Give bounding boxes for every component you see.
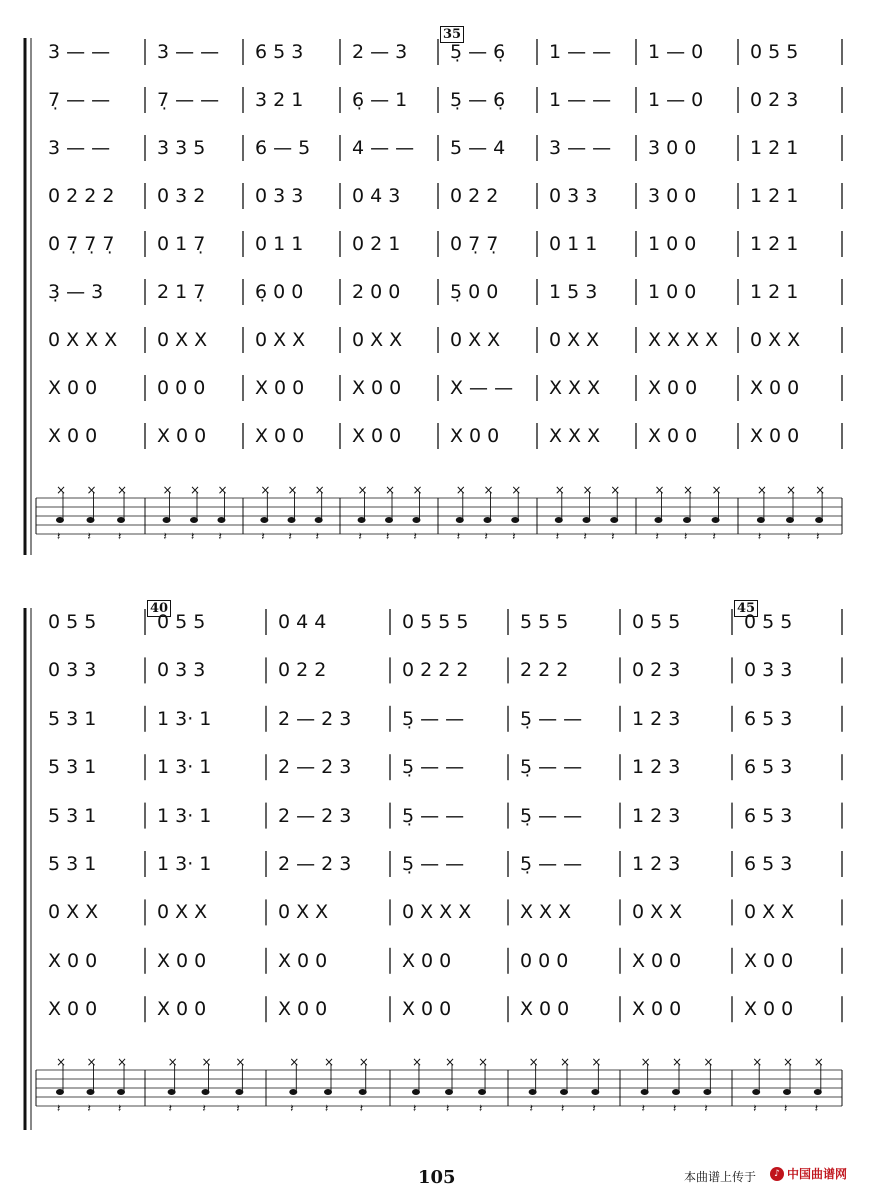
drum-notehead — [168, 1089, 176, 1095]
measure-notes: 0 7̣ 7̣ 7̣ — [48, 233, 115, 255]
rest-symbol: 𝄽 — [712, 530, 716, 543]
measure-notes: 3 0 0 — [648, 137, 697, 159]
measure-notes: 6 5 3 — [744, 804, 793, 827]
measure-notes: 4 — — — [352, 137, 415, 159]
measure-notes: X 0 0 — [750, 425, 800, 447]
measure-notes: 0 X X — [549, 329, 600, 351]
measure-notes: 5̣ 0 0 — [450, 281, 499, 303]
rest-symbol: 𝄽 — [592, 1102, 596, 1115]
rest-symbol: 𝄽 — [218, 530, 222, 543]
measure-notes: 0 2 2 2 — [402, 659, 469, 682]
measure-notes: 3 — — — [549, 137, 612, 159]
measure-notes: X 0 0 — [48, 377, 98, 399]
measure-notes: X 0 0 — [157, 425, 207, 447]
measure-notes: X 0 0 — [157, 949, 207, 972]
cymbal-x-notehead: × — [190, 483, 201, 497]
measure-notes: 5 3 1 — [48, 707, 97, 730]
part-row — [0, 85, 874, 115]
measure-notes: X 0 0 — [255, 425, 305, 447]
cymbal-x-notehead: × — [55, 483, 67, 497]
part-row — [0, 752, 874, 782]
measure-notes: 5 3 1 — [48, 853, 97, 875]
measure-notes: 3 3 5 — [157, 137, 206, 159]
rest-symbol: 𝄽 — [583, 530, 587, 543]
rest-symbol: 𝄽 — [87, 530, 91, 543]
measure-notes: 0 0 0 — [157, 377, 206, 399]
drum-notehead — [456, 517, 464, 523]
rest-symbol: 𝄽 — [358, 530, 362, 543]
cymbal-x-notehead: × — [162, 483, 173, 497]
measure-notes: 6 — 5 — [255, 137, 311, 159]
drum-notehead — [814, 1089, 822, 1095]
measure-notes: X 0 0 — [632, 949, 682, 972]
drum-notehead — [235, 1089, 243, 1095]
part-row — [0, 133, 874, 163]
measure-notes: 1 2 1 — [750, 137, 799, 159]
rest-symbol: 𝄽 — [816, 530, 820, 543]
measure-notes: 3 — — — [48, 41, 111, 63]
measure-notes: 6 5 3 — [744, 756, 793, 779]
measure-notes: 5̣ — — — [402, 756, 465, 779]
measure-notes: 2 — 2 3 — [278, 853, 352, 875]
measure-notes: 0 2 3 — [750, 89, 799, 111]
part-row — [0, 37, 874, 67]
rest-symbol: 𝄽 — [325, 1102, 329, 1115]
measure-notes: 1 2 3 — [632, 853, 681, 875]
measure-notes: 6̣ — 1 — [352, 89, 408, 111]
rest-symbol: 𝄽 — [118, 1102, 122, 1115]
measure-notes: 5̣ — — — [520, 707, 583, 730]
site-logo — [770, 1165, 847, 1182]
rest-symbol: 𝄽 — [814, 1102, 819, 1115]
measure-notes: 6 5 3 — [744, 707, 793, 730]
measure-notes: 3 — — — [48, 137, 111, 159]
rest-symbol: 𝄽 — [315, 530, 320, 543]
drum-notehead — [324, 1089, 332, 1095]
rest-symbol: 𝄽 — [413, 530, 417, 543]
measure-notes: 7̣ — — — [157, 89, 220, 111]
cymbal-x-notehead: × — [478, 1055, 489, 1069]
measure-notes: 5̣ — 6̣ — [450, 41, 506, 63]
measure-notes: 6 5 3 — [255, 41, 304, 63]
measure-notes: 0 X X X — [402, 901, 472, 924]
drum-notehead — [87, 517, 95, 523]
cymbal-x-notehead: × — [324, 1055, 335, 1069]
part-row — [0, 897, 874, 927]
measure-notes: X 0 0 — [750, 377, 800, 399]
measure-notes: 0 5 5 — [157, 611, 206, 633]
site-logo-text: 中国曲谱网 — [787, 1167, 848, 1181]
cymbal-x-notehead: × — [703, 1055, 714, 1069]
measure-notes: 2 0 0 — [352, 281, 401, 303]
measure-notes: 0 X X — [48, 901, 99, 924]
rest-symbol: 𝄽 — [118, 530, 122, 543]
rest-symbol: 𝄽 — [787, 530, 791, 543]
measure-notes: 0 5 5 — [750, 41, 799, 63]
drum-notehead — [683, 517, 691, 523]
cymbal-x-notehead: × — [117, 1055, 128, 1069]
measure-notes: 5̣ — — — [520, 756, 583, 779]
rest-symbol: 𝄽 — [290, 1102, 294, 1115]
measure-notes: 0 2 3 — [632, 659, 681, 682]
drum-notehead — [703, 1089, 711, 1095]
drum-notehead — [712, 517, 720, 523]
measure-notes: 0 5 5 — [48, 611, 97, 633]
cymbal-x-notehead: × — [358, 1055, 369, 1069]
measure-notes: X X X X — [648, 329, 719, 351]
measure-notes: 1 3· 1 — [157, 804, 212, 827]
measure-notes: 0 X X — [157, 901, 208, 924]
cymbal-x-notehead: × — [260, 483, 271, 497]
cymbal-x-notehead: × — [582, 483, 593, 497]
rest-symbol: 𝄽 — [512, 530, 516, 543]
measure-notes: 0 5 5 — [744, 611, 793, 633]
drum-notehead — [815, 517, 823, 523]
measure-notes: 1 3· 1 — [157, 853, 212, 875]
measure-notes: X 0 0 — [278, 949, 328, 972]
measure-notes: X 0 0 — [648, 377, 698, 399]
cymbal-x-notehead: × — [86, 1055, 97, 1069]
measure-notes: X 0 0 — [278, 998, 328, 1021]
drum-notehead — [87, 1089, 95, 1095]
drum-notehead — [752, 1089, 760, 1095]
measure-notes: 0 2 2 — [450, 185, 499, 207]
rest-symbol: 𝄽 — [704, 1102, 708, 1115]
drum-notehead — [202, 1089, 210, 1095]
measure-notes: 1 2 3 — [632, 707, 681, 730]
logo-icon: ♪ — [770, 1167, 784, 1181]
measure-notes: 5̣ — — — [402, 853, 465, 875]
part-row — [0, 946, 874, 976]
measure-notes: 0 2 2 — [278, 659, 327, 682]
rest-symbol: 𝄽 — [168, 1102, 172, 1115]
measure-notes: 0 X X — [278, 901, 329, 924]
measure-notes: 0 7̣ 7̣ — [450, 233, 499, 255]
drum-notehead — [412, 517, 420, 523]
rest-symbol: 𝄽 — [561, 1102, 565, 1115]
cymbal-x-notehead: × — [554, 483, 565, 497]
rest-symbol: 𝄽 — [288, 530, 292, 543]
cymbal-x-notehead: × — [55, 1055, 67, 1069]
page-number: 105 — [418, 1167, 456, 1188]
measure-notes: 5̣ — — — [520, 853, 583, 875]
cymbal-x-notehead: × — [167, 1055, 178, 1069]
cymbal-x-notehead: × — [411, 1055, 423, 1069]
measure-notes: X 0 0 — [648, 425, 698, 447]
measure-notes: 0 3 3 — [744, 659, 793, 682]
measure-notes: 0 3 3 — [255, 185, 304, 207]
cymbal-x-notehead: × — [287, 483, 298, 497]
measure-notes: 7̣ — — — [48, 89, 111, 111]
cymbal-x-notehead: × — [314, 483, 325, 497]
measure-notes: 0 X X — [744, 901, 795, 924]
measure-notes: X 0 0 — [48, 425, 98, 447]
part-row — [0, 277, 874, 307]
measure-notes: 2 2 2 — [520, 659, 569, 682]
cymbal-x-notehead: × — [672, 1055, 683, 1069]
measure-notes: X X X — [549, 377, 601, 399]
drum-notehead — [289, 1089, 297, 1095]
upload-credit: 本曲谱上传于 — [684, 1170, 757, 1184]
cymbal-x-notehead: × — [117, 483, 128, 497]
measure-notes: 3 — — — [157, 41, 220, 63]
cymbal-x-notehead: × — [560, 1055, 571, 1069]
cymbal-x-notehead: × — [752, 1055, 763, 1069]
drum-notehead — [511, 517, 519, 523]
rest-symbol: 𝄽 — [784, 1102, 788, 1115]
measure-notes: 0 4 4 — [278, 611, 327, 633]
measure-notes: X 0 0 — [520, 998, 570, 1021]
measure-notes: 1 0 0 — [648, 233, 697, 255]
measure-notes: 5̣ — — — [520, 804, 583, 827]
drum-notehead — [163, 517, 171, 523]
drum-notehead — [529, 1089, 537, 1095]
rest-symbol: 𝄽 — [412, 1102, 417, 1115]
drum-notehead — [654, 517, 662, 523]
drum-notehead — [117, 1089, 125, 1095]
rest-symbol: 𝄽 — [87, 1102, 91, 1115]
measure-notes: 1 — 0 — [648, 41, 704, 63]
cymbal-x-notehead: × — [756, 483, 767, 497]
drum-notehead — [412, 1089, 420, 1095]
cymbal-x-notehead: × — [683, 483, 694, 497]
measure-notes: 6 5 3 — [744, 853, 793, 875]
cymbal-x-notehead: × — [591, 1055, 602, 1069]
cymbal-x-notehead: × — [786, 483, 797, 497]
cymbal-x-notehead: × — [445, 1055, 456, 1069]
measure-notes: 5̣ — — — [402, 804, 465, 827]
rest-symbol: 𝄽 — [753, 1102, 757, 1115]
drum-notehead — [757, 517, 765, 523]
rest-symbol: 𝄽 — [56, 530, 61, 543]
rest-symbol: 𝄽 — [484, 530, 488, 543]
measure-notes: 0 2 2 2 — [48, 185, 115, 207]
measure-notes: 3 2 1 — [255, 89, 304, 111]
drum-notehead — [260, 517, 268, 523]
drum-notehead — [583, 517, 591, 523]
cymbal-x-notehead: × — [483, 483, 494, 497]
measure-notes: 5̣ — — — [402, 707, 465, 730]
measure-notes: 0 3 3 — [157, 659, 206, 682]
drum-notehead — [358, 517, 366, 523]
drum-notehead — [555, 517, 563, 523]
part-row — [0, 655, 874, 685]
measure-notes: X — — — [450, 377, 514, 399]
measure-notes: X 0 0 — [450, 425, 500, 447]
measure-notes: X X X — [549, 425, 601, 447]
cymbal-x-notehead: × — [815, 483, 826, 497]
drum-notehead — [672, 1089, 680, 1095]
measure-notes: 1 0 0 — [648, 281, 697, 303]
rest-symbol: 𝄽 — [684, 530, 688, 543]
part-row — [0, 421, 874, 451]
measure-notes: 1 2 1 — [750, 233, 799, 255]
drum-notehead — [117, 517, 125, 523]
cymbal-x-notehead: × — [610, 483, 621, 497]
drum-notehead — [610, 517, 618, 523]
drum-notehead — [359, 1089, 367, 1095]
measure-notes: 1 3· 1 — [157, 756, 212, 779]
measure-notes: 0 1 7̣ — [157, 233, 206, 255]
drum-notehead — [217, 517, 225, 523]
drum-notehead — [484, 517, 492, 523]
measure-notes: 0 0 0 — [520, 949, 569, 972]
measure-notes: 1 2 3 — [632, 804, 681, 827]
cymbal-x-notehead: × — [235, 1055, 246, 1069]
measure-notes: 1 5 3 — [549, 281, 598, 303]
rest-symbol: 𝄽 — [673, 1102, 677, 1115]
measure-notes: X 0 0 — [744, 949, 794, 972]
rest-symbol: 𝄽 — [191, 530, 195, 543]
part-row — [0, 181, 874, 211]
rehearsal-mark: 40 — [147, 600, 171, 617]
rest-symbol: 𝄽 — [655, 530, 659, 543]
measure-notes: 1 — — — [549, 41, 612, 63]
drum-notehead — [190, 517, 198, 523]
measure-notes: 2 1 7̣ — [157, 281, 206, 303]
measure-notes: 5 5 5 — [520, 611, 569, 633]
measure-notes: 3 0 0 — [648, 185, 697, 207]
measure-notes: X 0 0 — [157, 998, 207, 1021]
cymbal-x-notehead: × — [654, 483, 665, 497]
cymbal-x-notehead: × — [357, 483, 368, 497]
cymbal-x-notehead: × — [711, 483, 722, 497]
drum-notehead — [288, 517, 296, 523]
rest-symbol: 𝄽 — [757, 530, 762, 543]
part-row — [0, 325, 874, 355]
drum-notehead — [56, 517, 64, 523]
measure-notes: 0 X X — [632, 901, 683, 924]
part-row — [0, 849, 874, 879]
cymbal-x-notehead: × — [783, 1055, 794, 1069]
measure-notes: 0 X X — [750, 329, 801, 351]
rest-symbol: 𝄽 — [261, 530, 265, 543]
measure-notes: 2 — 2 3 — [278, 804, 352, 827]
measure-notes: 0 1 1 — [255, 233, 304, 255]
rest-symbol: 𝄽 — [479, 1102, 483, 1115]
measure-notes: 1 3· 1 — [157, 707, 212, 730]
measure-notes: 0 X X — [450, 329, 501, 351]
rehearsal-mark: 35 — [440, 26, 464, 43]
measure-notes: 0 X X — [352, 329, 403, 351]
part-row — [0, 229, 874, 259]
measure-notes: X 0 0 — [48, 998, 98, 1021]
drum-notehead — [478, 1089, 486, 1095]
rest-symbol: 𝄽 — [202, 1102, 206, 1115]
cymbal-x-notehead: × — [201, 1055, 212, 1069]
measure-notes: 1 — — — [549, 89, 612, 111]
measure-notes: 3̣ — 3 — [48, 281, 104, 303]
rest-symbol: 𝄽 — [529, 1102, 534, 1115]
cymbal-x-notehead: × — [640, 1055, 651, 1069]
measure-notes: X 0 0 — [402, 998, 452, 1021]
measure-notes: 0 3 2 — [157, 185, 206, 207]
measure-notes: X 0 0 — [352, 377, 402, 399]
measure-notes: X X X — [520, 901, 572, 924]
measure-notes: 1 2 3 — [632, 756, 681, 779]
measure-notes: X 0 0 — [632, 998, 682, 1021]
cymbal-x-notehead: × — [455, 483, 466, 497]
measure-notes: 2 — 2 3 — [278, 756, 352, 779]
measure-notes: 2 — 2 3 — [278, 707, 352, 730]
rest-symbol: 𝄽 — [641, 1102, 646, 1115]
measure-notes: X 0 0 — [744, 998, 794, 1021]
rest-symbol: 𝄽 — [555, 530, 560, 543]
drum-notehead — [560, 1089, 568, 1095]
drum-notehead — [786, 517, 794, 523]
measure-notes: X 0 0 — [352, 425, 402, 447]
rest-symbol: 𝄽 — [163, 530, 167, 543]
measure-notes: 0 X X — [255, 329, 306, 351]
measure-notes: 2 — 3 — [352, 41, 408, 63]
measure-notes: 1 — 0 — [648, 89, 704, 111]
rest-symbol: 𝄽 — [236, 1102, 240, 1115]
measure-notes: 0 3 3 — [549, 185, 598, 207]
drum-notehead — [385, 517, 393, 523]
cymbal-x-notehead: × — [217, 483, 228, 497]
rehearsal-mark: 45 — [734, 600, 758, 617]
measure-notes: 5̣ — 6̣ — [450, 89, 506, 111]
cymbal-x-notehead: × — [813, 1055, 824, 1069]
rest-symbol: 𝄽 — [446, 1102, 450, 1115]
measure-notes: 5 — 4 — [450, 137, 506, 159]
cymbal-x-notehead: × — [385, 483, 396, 497]
drum-notehead — [445, 1089, 453, 1095]
measure-notes: 0 5 5 5 — [402, 611, 469, 633]
rest-symbol: 𝄽 — [611, 530, 615, 543]
drum-notehead — [591, 1089, 599, 1095]
measure-notes: 6̣ 0 0 — [255, 281, 304, 303]
measure-notes: X 0 0 — [255, 377, 305, 399]
measure-notes: 5 3 1 — [48, 804, 97, 827]
part-row — [0, 373, 874, 403]
cymbal-x-notehead: × — [511, 483, 522, 497]
measure-notes: 0 2 1 — [352, 233, 401, 255]
drum-notehead — [783, 1089, 791, 1095]
rest-symbol: 𝄽 — [386, 530, 390, 543]
part-row — [0, 704, 874, 734]
part-row — [0, 994, 874, 1024]
measure-notes: 0 1 1 — [549, 233, 598, 255]
measure-notes: 0 3 3 — [48, 659, 97, 682]
rest-symbol: 𝄽 — [56, 1102, 61, 1115]
drum-notehead — [315, 517, 323, 523]
measure-notes: X 0 0 — [402, 949, 452, 972]
measure-notes: 1 2 1 — [750, 281, 799, 303]
drum-notehead — [56, 1089, 64, 1095]
measure-notes: 0 4 3 — [352, 185, 401, 207]
cymbal-x-notehead: × — [86, 483, 97, 497]
rest-symbol: 𝄽 — [359, 1102, 364, 1115]
measure-notes: 1 2 1 — [750, 185, 799, 207]
measure-notes: 5 3 1 — [48, 756, 97, 779]
cymbal-x-notehead: × — [412, 483, 423, 497]
cymbal-x-notehead: × — [289, 1055, 300, 1069]
rest-symbol: 𝄽 — [456, 530, 461, 543]
measure-notes: 0 X X — [157, 329, 208, 351]
measure-notes: X 0 0 — [48, 949, 98, 972]
measure-notes: 0 X X X — [48, 329, 118, 351]
measure-notes: 0 5 5 — [632, 611, 681, 633]
part-row — [0, 801, 874, 831]
cymbal-x-notehead: × — [528, 1055, 539, 1069]
drum-notehead — [641, 1089, 649, 1095]
